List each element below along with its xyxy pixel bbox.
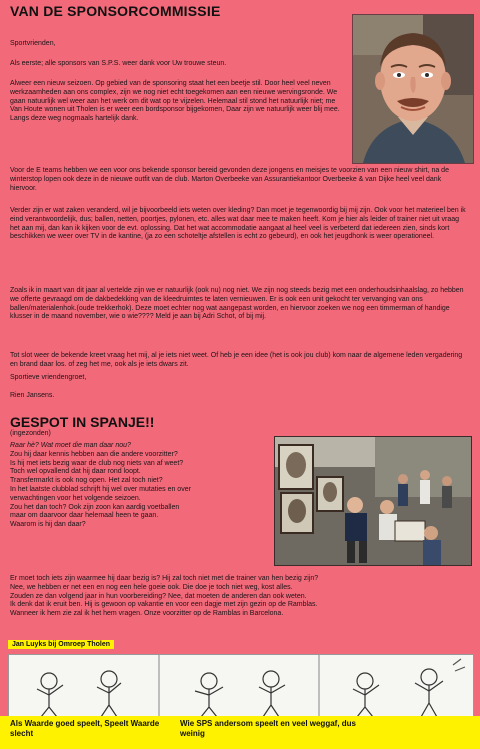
paragraph-6: Tot slot weer de bekende kreet vraag het mij, al je iets niet weet. Of heb je een idee (het is ook jou club) kom naar de algemene leden vergadering en brand daar los. of zeg het me, ook als je iets dwars zit. [10, 352, 463, 368]
paragraph-3: Voor de E teams hebben we een voor ons bekende sponsor bereid gevonden deze jongens en meisjes te voorzien van een nieuw shirt, na de winterstop lopen ook deze in de nieuwe outfit van de club. Marton Overbeeke van Assurantiekantoor Overbeeke & van Dijke heel veel dank hiervoor. [10, 167, 449, 192]
spain-line: verwachtingen voor het volgende seizoen. [10, 494, 141, 502]
spain-line: Waarom is hij dan daar? [10, 521, 86, 529]
spain-text-wide [10, 575, 472, 619]
spain-line: Is hij met iets bezig waar de club nog niets van af weet? [10, 459, 184, 467]
spain-title: GESPOT IN SPANJE!! [10, 414, 155, 430]
paragraph-5: Zoals ik in maart van dit jaar al vertelde zijn we er natuurlijk (ook nu) nog niet. We zijn nog steeds bezig met een onderhoudsinhaalslag, zo hebben we offerte gevraagd om de dakbedekking van de kleedruimtes te laten vernieuwen. Er is ook een unit gekocht ter vervanging van ons ballen/materialenhok.(oude trekkerhok). Deze moet echter nog wat aangepast worden, en hiervoor zoeken we nog een timmerman of handige klusser in de maand november, wie o wie???? Meld je aan bij Adri Schot, of bij mij. [10, 287, 464, 321]
caption-left: Als Waarde goed speelt, Speelt Waarde slecht [10, 719, 160, 738]
spain-line: Zou hij daar kennis hebben aan die andere voorzitter? [10, 450, 178, 458]
portrait-photo [352, 14, 474, 164]
sponsor-title: VAN DE SPONSORCOMMISSIE [10, 3, 221, 19]
spain-line: Er moet toch iets zijn waarmee hij daar bezig is? Hij zal toch niet met die trainer van hen bezig zijn? [10, 575, 319, 582]
spain-line: Nee, we hebben er net een en nog een hele goeie ook. Die doe je toch niet weg, kost alles. [10, 583, 293, 591]
spain-text-narrow [10, 442, 274, 530]
spain-line: maar om daarvoor daar helemaal heen te gaan. [10, 512, 159, 520]
paragraph-2: Alweer een nieuw seizoen. Op gebied van de sponsoring staat het een beetje stil. Door heel veel neven werkzaamheden aan ons complex, zijn we nog niet echt toegekomen aan een nieuwe wervingsronde. We gaan natuurlijk wel weer aan het werk om dit wat op te vijzelen. Helemaal stil stond het natuurlijk niet; me Van Houte wonen uit Tholen is er weer een bordsponsor bijgekomen, Daar zijn we natuurlijk weer blij mee. Langs deze weg nogmaals hartelijk dank. [10, 80, 340, 123]
cartoon-credit: Jan Luyks bij Omroep Tholen [8, 640, 114, 649]
ramblas-photo [274, 436, 472, 566]
signature: Rien Jansens. [10, 392, 55, 399]
closing: Sportieve vriendengroet, [10, 374, 87, 381]
spain-line: In het laatste clubblad schrijft hij wel over mutaties en over [10, 485, 191, 493]
spain-line: Toch wel opvallend dat hij daar rond loopt. [10, 468, 141, 476]
spain-line: Raar hè? Wat moet die man daar nou? [10, 442, 131, 449]
spain-line: Wanneer ik hem zie zal ik het hem vragen. Onze voorzitter op de Ramblas in Barcelona. [10, 610, 284, 618]
spain-line: Zouden ze dan volgend jaar in hun voorbereiding? Nee, dat moeten de anderen dan ook weten. [10, 592, 307, 600]
spain-subtitle: (ingezonden) [10, 430, 51, 437]
caption-right: Wie SPS andersom speelt en veel weggaf, dus weinig [180, 719, 356, 738]
spain-line: Zou het dan toch? Ook zijn zoon kan aardig voetballen [10, 503, 180, 511]
spain-line: Transfermarkt is ook nog open. Het zal toch niet? [10, 477, 163, 485]
spain-line: Ik denk dat ik eruit ben. Hij is gewoon op vakantie en voor een dagje met zijn gezin op de Ramblas. [10, 601, 318, 609]
cartoon-strip [8, 654, 474, 718]
paragraph-4: Verder zijn er wat zaken veranderd, wil je bijvoorbeeld iets weten over kleding? Dan moet je tegenwoordig bij mij zijn. Ook voor het materieel ben ik eind verantwoordelijk, dus; ballen, netten, poortjes, pylonen, etc. alles wat daar mee te maken heeft. Kom je hier als leider of trainer niet uit vraag het aan mij, dan kan ik kijken voor de evt. oplossing. Dat het wat accommodatie aangaat al heel veel is verbeterd dat iedereen zien, sinds kort beschikken we weer over TV in de kantine, (ja zo een schoteltje afstellen is echt zo gebeurd), en ook het jeugdhonk is weer operationeel. [10, 207, 466, 241]
greeting: Sportvrienden, [10, 40, 56, 47]
paragraph-1: Als eerste; alle sponsors van S.P.S. weer dank voor Uw trouwe steun. [10, 60, 227, 67]
